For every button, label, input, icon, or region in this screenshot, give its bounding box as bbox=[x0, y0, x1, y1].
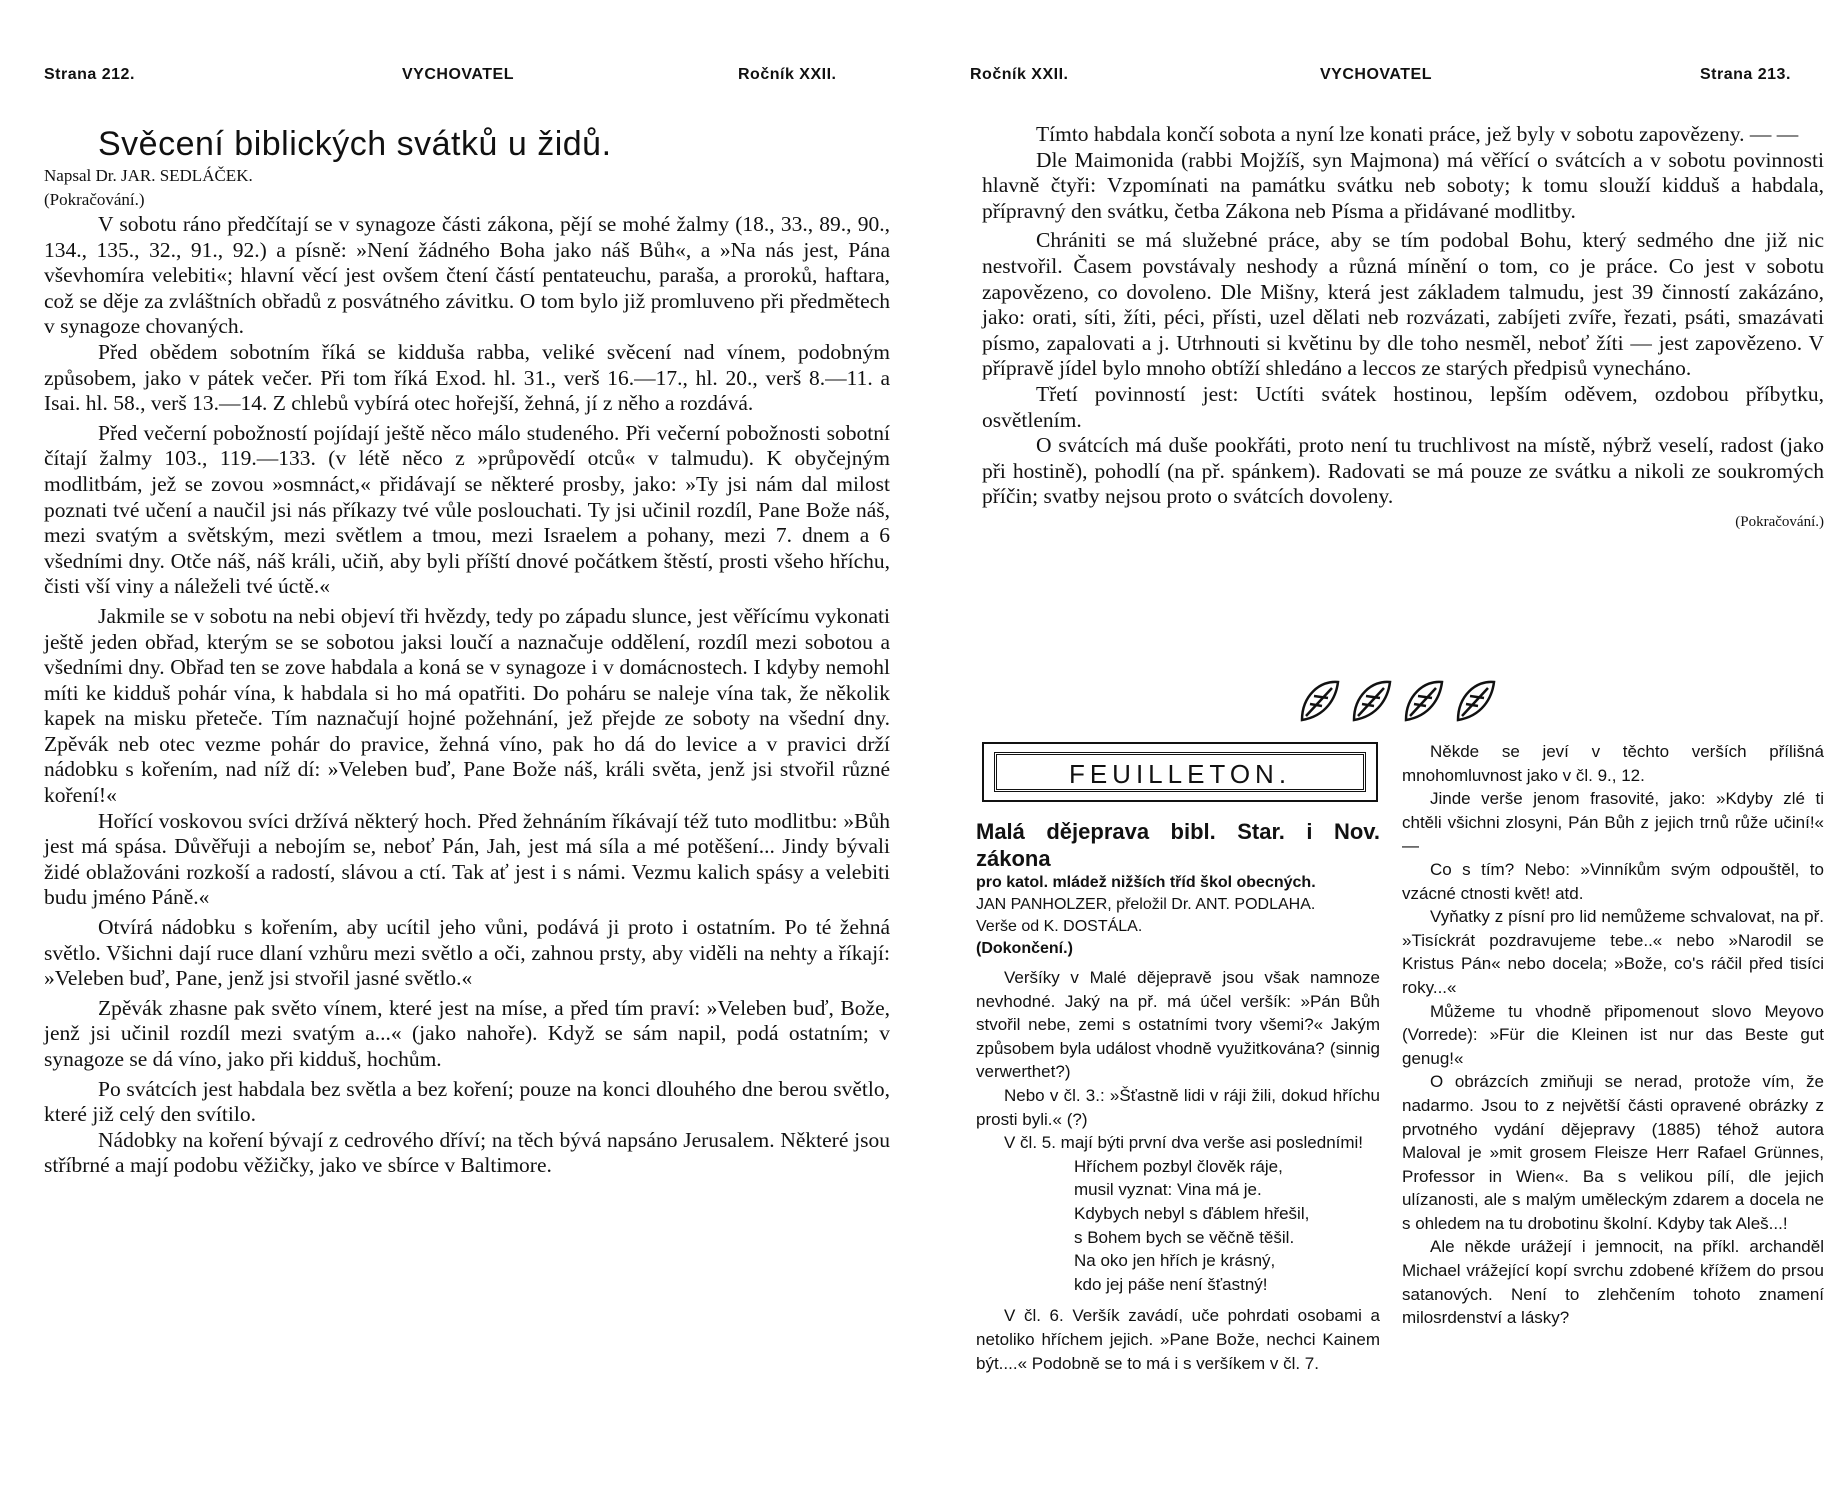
feuilleton-end-note: (Dokončení.) bbox=[976, 940, 1073, 957]
right-page-number: Strana 213. bbox=[1700, 66, 1791, 83]
poem-line: kdo jej páše není šťastný! bbox=[1074, 1274, 1268, 1294]
paragraph: Tímto habdala končí sobota a nyní lze konati práce, jež byly v sobotu zapovězeny. — — bbox=[1036, 122, 1799, 146]
leaf-ornament-icon bbox=[1354, 682, 1390, 720]
paragraph: Někde se jeví v těchto verších přílišná mnohomluvnost jako v čl. 9., 12. bbox=[1402, 742, 1824, 785]
paragraph: Co s tím? Nebo: »Vinníkům svým odpouštěl, to vzácné ctnosti květ! atd. bbox=[1402, 859, 1824, 903]
feuilleton-column-2 bbox=[1402, 740, 1824, 1330]
right-article bbox=[982, 122, 1824, 536]
paragraph: Otvírá nádobku s kořením, aby ucítil jeho vůni, podává ji proto i ostatním. Po té žehná světlo. Všichni dají ruce dlaní vzhůru mezi světlo a oči, zahnou prsty, aby viděli na nehty a říkají: »Veleben buď, Pane, jenž jsi stvořil jasné světlo.« bbox=[44, 915, 890, 991]
paragraph: Třetí povinností jest: Uctíti svátek hostinou, lepším oděvem, ozdobou příbytku, osvětlením. bbox=[982, 381, 1824, 432]
poem-line: Na oko jen hřích je krásný, bbox=[1074, 1251, 1276, 1271]
paragraph: V čl. 5. mají býti první dva verše asi posledními! bbox=[1004, 1133, 1364, 1153]
left-volume: Ročník XXII. bbox=[738, 66, 837, 83]
ornament-divider bbox=[1296, 676, 1496, 726]
paragraph: Zpěvák zhasne pak světo vínem, které jest na míse, a před tím praví: »Veleben buď, Bože, jenž jsi učinil rozdíl mezi svatým a...« (jako nahoře). Když se sám napil, podá ostatním; v synagoze se dá víno, jako při kidduš, hochům. bbox=[44, 995, 890, 1071]
paragraph: Hořící voskovou svíci držívá některý hoch. Před žehnáním říkávají též tuto modlitbu: »Bůh jest má spása. Důvěřuji a nebojím se, neboť Pán, Jah, jest má síla a mé potěšení... Jindy bývali židé oblažováni rozkoší a radostí, slávou a ctí. Tak ať jest i s námi. Vezmu kalich spásy a velebiti budu jméno Páně.« bbox=[44, 808, 890, 910]
paragraph: Dle Maimonida (rabbi Mojžíš, syn Majmona) má věřící o svátcích a v sobotu povinnosti hlavně čtyři: Vzpomínati na památku svátku neb soboty; k tomu slouží kidduš a habdala, přípravný den svátku, četba Zákona neb Písma a přidávané modlitby. bbox=[982, 147, 1824, 223]
feuilleton-title: Malá dějeprava bibl. Star. i Nov. zákona bbox=[976, 819, 1380, 871]
paragraph: O svátcích má duše pookřáti, proto není tu truchlivost na místě, nýbrž veselí, radost (jako při hostině), pohodlí (na př. spánkem). Radovati se má pouze ze svátku a nikoli ze soukromých příčin; svatby nejsou proto o svátcích dovoleny. bbox=[982, 433, 1824, 509]
leaf-ornament-icon bbox=[1302, 682, 1338, 720]
poem-line: Hříchem pozbyl člověk ráje, bbox=[1074, 1156, 1283, 1176]
paragraph: Můžeme tu vhodně připomenout slovo Meyovo (Vorrede): »Für die Kleinen ist nur das Beste gut genug!« bbox=[1402, 1001, 1824, 1068]
article-title: Svěcení biblických svátků u židů. bbox=[98, 125, 612, 163]
right-volume: Ročník XXII. bbox=[970, 66, 1069, 83]
feuilleton-heading: FEUILLETON. bbox=[994, 752, 1366, 792]
paragraph: Veršíky v Malé dějepravě jsou však namnoze nevhodné. Jaký na př. má účel veršík: »Pán Bůh stvořil nebe, zemi s ostatními tvory všemi?« Jakým způsobem byla událost vhodně využitkována? (sinnig verwerthet?) bbox=[976, 968, 1380, 1082]
paragraph: Ale někde urážejí i jemnocit, na příkl. archanděl Michael vrážející kopí svrchu zdobené křížem do prsou satanových. Není to zlehčením tohoto znamení milosrdenství a lásky? bbox=[1402, 1237, 1824, 1328]
feuilleton-column-1 bbox=[976, 818, 1380, 1375]
paragraph: Nádobky na koření bývají z cedrového dříví; na těch bývá napsáno Jerusalem. Některé jsou stříbrné a mají podobu věžičky, jako ve sbírce v Baltimore. bbox=[44, 1127, 890, 1178]
paragraph: Jakmile se v sobotu na nebi objeví tři hvězdy, tedy po západu slunce, jest věřícímu vykonati ještě jeden obřad, kterým se se sobotou jaksi loučí a naznačuje oddělení, rozdíl mezi sobotou a všedními dny. Obřad ten se zove habdala a koná se v synagoze i v domácnostech. I kdyby nemohl míti ke kidduš pohár vína, k habdala si ho má opatřiti. Do poháru se naleje vína tak, že několik kapek na misku přeteče. Tím naznačují hojné požehnání, jež přejde ze soboty na všední dny. Zpěvák neb otec vezme pohár do pravice, žehná víno, pak ho dá do levice a v pravici drží nádobku s kořením, nad níž dí: »Veleben buď, Pane Bože náš, králi světa, jenž jsi stvořil různé koření!« bbox=[44, 603, 890, 808]
right-journal-name: VYCHOVATEL bbox=[1320, 66, 1432, 83]
paragraph: Před obědem sobotním říká se kidduša rabba, veliké svěcení nad vínem, podobným způsobem, jako v pátek večer. Při tom říká Exod. hl. 31., verš 16.—17., hl. 20., verš 8.—11. a Isai. hl. 58., verš 13.—14. Z chlebů vybírá otec hořejší, žehná, jí z něho a rozdává. bbox=[44, 339, 890, 416]
paragraph: Nebo v čl. 3.: »Šťastně lidi v ráji žili, dokud hříchu prosti byli.« (?) bbox=[976, 1085, 1380, 1129]
poem bbox=[1074, 1155, 1380, 1297]
poem-line: s Bohem bych se věčně těšil. bbox=[1074, 1227, 1295, 1247]
left-article bbox=[44, 124, 890, 1179]
paragraph: V sobotu ráno předčítají se v synagoze části zákona, pějí se mohé žalmy (18., 33., 89., 90., 134., 135., 32., 91., 92.) a písně: »Není žádného Boha jako náš Bůh«, a »Na nás jest, Pána vševhomíra velebiti«; hlavní věcí jest ovšem čtení částí pentateuchu, paraša, a proroků, haftara, což se děje za zvláštních obřadů z posvátného závitku. O tom bylo již promluveno při předmětech v synagoze chovaných. bbox=[44, 212, 890, 339]
paragraph: Po svátcích jest habdala bez světla a bez koření; pouze na konci dlouhého dne berou světlo, které již celý den svítilo. bbox=[44, 1076, 890, 1127]
leaf-ornament-icon bbox=[1458, 682, 1494, 720]
feuilleton-authors: JAN PANHOLZER, přeložil Dr. ANT. PODLAHA. bbox=[976, 896, 1316, 913]
leaf-ornament-icon bbox=[1406, 682, 1442, 720]
feuilleton-heading-box bbox=[982, 742, 1378, 802]
left-journal-name: VYCHOVATEL bbox=[402, 66, 514, 83]
feuilleton-subtitle: pro katol. mládež nižších tříd škol obecných. bbox=[976, 874, 1316, 891]
paragraph: Chrániti se má služebné práce, aby se tím podobal Bohu, který sedmého dne již nic nestvořil. Časem povstávaly neshody a různá mínění o tom, co je práce. Co jest v sobotu zapovězeno, co dovoleno. Dle Mišny, která jest základem talmudu, jest 39 činností zakázáno, jako: orati, síti, žíti, péci, přísti, uzel dělati neb rozvázati, zabíjeti zvíře, řezati, psáti, smazávati písmo, zapalovati a j. Utrhnouti si květinu by dle toho nesměl, neboť žíti — jest zapovězeno. V přípravě jídel bylo mnoho obtíží shledáno a leccos ze starých předpisů vynecháno. bbox=[982, 228, 1824, 381]
byline: Napsal Dr. JAR. SEDLÁČEK. bbox=[44, 166, 253, 185]
feuilleton-verses-author: Verše od K. DOSTÁLA. bbox=[976, 918, 1143, 935]
paragraph: V čl. 6. Veršík zavádí, uče pohrdati osobami a netoliko hříchem jejich. »Pane Bože, nechci Kainem být....« Podobně se to má i s veršíkem v čl. 7. bbox=[976, 1306, 1380, 1373]
paragraph: Jinde verše jenom frasovité, jako: »Kdyby zlé ti chtěli všichni zlosyni, Pán Bůh z jejich trnů růže učiní!« — bbox=[1402, 789, 1824, 856]
paragraph: Před večerní pobožností pojídají ještě něco málo studeného. Při večerní pobožnosti sobotní čítají žalmy 103., 119.—133. (v létě něco z »průpovědí otců« v talmudu). K obyčejným modlitbám, jež se zovou »osmnáct,« přidávají se některé prosby, jako: »Ty jsi nám dal milost poznati tvé učení a naučil jsi nás příkazy tvé vůle poslouchati. Ty jsi učinil rozdíl, Pane Bože náš, mezi svatým a světským, mezi světlem a tmou, mezi Israelem a pohany, mezi 7. dnem a 6 všedními dny. Otče náš, náš králi, učiň, aby byli příští dnové počátkem štěstí, prosti všeho hříchu, čisti vší viny a náleželi tvé úctě.« bbox=[44, 420, 890, 599]
continued-note: (Pokračování.) bbox=[1735, 513, 1824, 530]
paragraph: Vyňatky z písní pro lid nemůžeme schvalovat, na př. »Tisíckrát pozdravujeme tebe..« nebo »Narodil se Kristus Pán« nebo docela; »Bože, co's ráčil před tisíci roky...« bbox=[1402, 907, 1824, 997]
poem-line: Kdybych nebyl s ďáblem hřešil, bbox=[1074, 1203, 1310, 1223]
continued-note: (Pokračování.) bbox=[44, 190, 145, 209]
paragraph: O obrázcích zmiňuji se nerad, protože vím, že nadarmo. Jsou to z největší části opravené obrázky z prvotného vydání dějepravy (1885) téhož autora Maloval je »mit grosem Fleisze Herr Rafael Grünnes, Professor in Wien«. Ba s velikou pílí, dle jejich ulízanosti, ale s malým uměleckým zdarem a docela ne s ohledem na tu drobotinu školní. Kdyby tak Aleš...! bbox=[1402, 1072, 1824, 1233]
poem-line: musil vyznat: Vina má je. bbox=[1074, 1180, 1262, 1200]
left-page-number: Strana 212. bbox=[44, 66, 135, 83]
